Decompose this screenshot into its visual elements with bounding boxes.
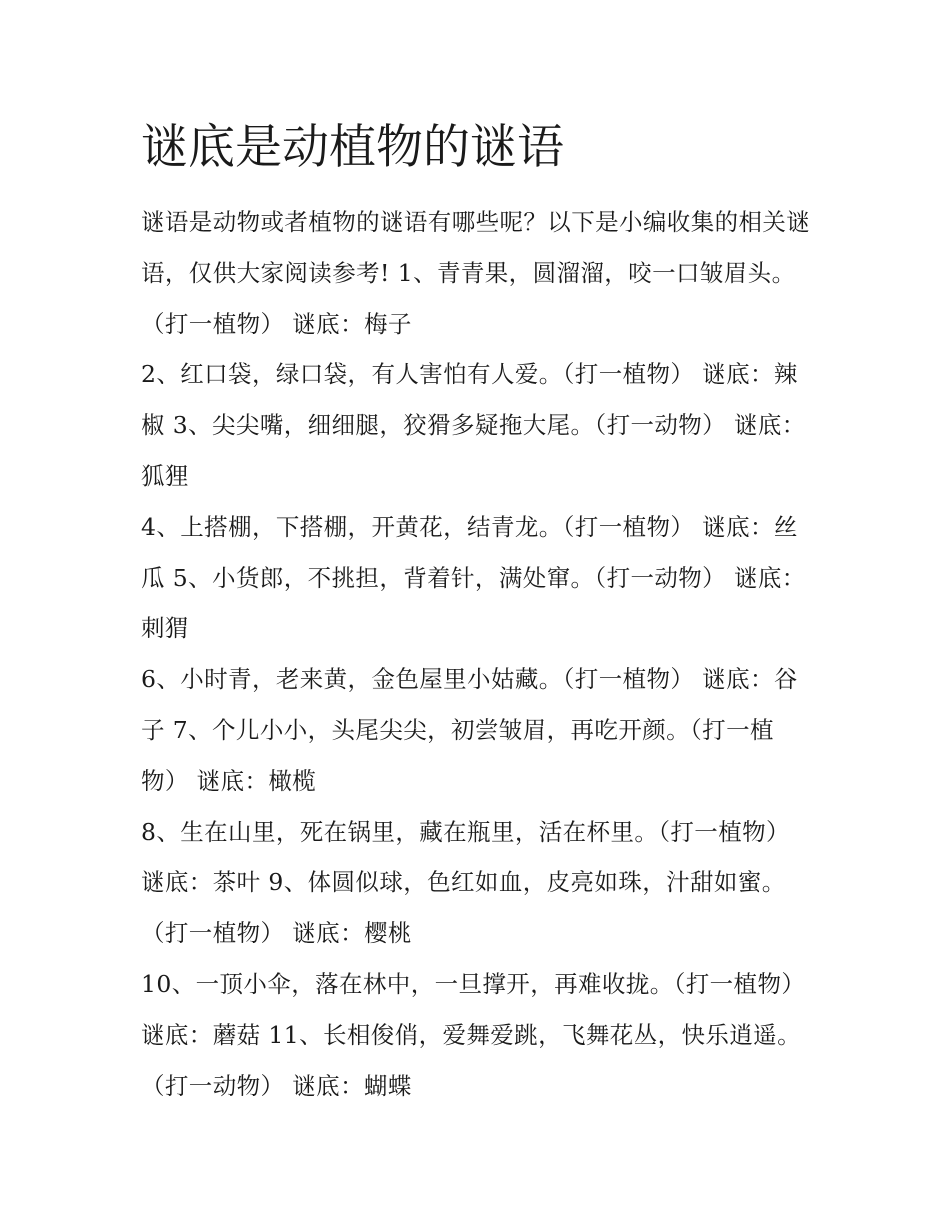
document-body <box>141 197 816 1111</box>
paragraph-riddles-4-5: 4、上搭棚，下搭棚，开黄花，结青龙。（打一植物） 谜底：丝瓜 5、小货郎，不挑担，背着针，满处窜。（打一动物） 谜底：刺猬 <box>141 512 806 643</box>
paragraph-riddles-2-3: 2、红口袋，绿口袋，有人害怕有人爱。（打一植物） 谜底：辣椒 3、尖尖嘴，细细腿，狡猾多疑拖大尾。（打一动物） 谜底：狐狸 <box>141 360 806 490</box>
paragraph-intro: 谜语是动物或者植物的谜语有哪些呢？以下是小编收集的相关谜语，仅供大家阅读参考! 1、青青果，圆溜溜，咬一口皱眉头。（打一植物） 谜底：梅子 <box>141 208 811 338</box>
paragraph-riddles-10-11: 10、一顶小伞，落在林中，一旦撑开，再难收拢。（打一植物） 谜底：蘑菇 11、长相俊俏，爱舞爱跳，飞舞花丛，快乐逍遥。（打一动物） 谜底：蝴蝶 <box>141 969 806 1100</box>
page-title: 谜底是动植物的谜语 <box>141 120 564 175</box>
paragraph-riddles-6-7: 6、小时青，老来黄，金色屋里小姑藏。（打一植物） 谜底：谷子 7、个儿小小，头尾尖尖，初尝皱眉，再吃开颜。（打一植物） 谜底：橄榄 <box>141 665 798 795</box>
paragraph-riddles-8-9: 8、生在山里，死在锅里，藏在瓶里，活在杯里。（打一植物） 谜底：茶叶 9、体圆似球，色红如血，皮亮如珠，汁甜如蜜。（打一植物） 谜底：樱桃 <box>141 817 790 948</box>
